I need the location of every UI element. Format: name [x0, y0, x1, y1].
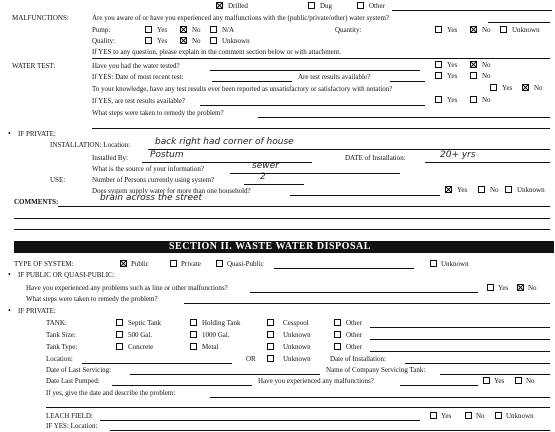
cesspool-label: Cesspool [283, 319, 309, 327]
results-no-label: No [482, 72, 491, 80]
type-of-system-label: TYPE OF SYSTEM: [14, 260, 74, 268]
waste-malf-no-checkbox[interactable] [515, 377, 522, 384]
drilled-checkbox[interactable] [216, 2, 223, 9]
tank-label: TANK: [46, 319, 67, 327]
results-no-checkbox[interactable] [470, 72, 477, 79]
location-value: back right had corner of house [155, 137, 294, 147]
household-yes-label: Yes [457, 186, 468, 194]
installed-by-value: Postum [150, 150, 184, 160]
malfunctions-line [488, 22, 550, 23]
quantity-yes-label: Yes [447, 26, 458, 34]
quantity-label: Quantity: [335, 26, 362, 34]
septic-checkbox[interactable] [116, 319, 123, 326]
drilled-label: Drilled [228, 2, 248, 10]
location-unknown-checkbox[interactable] [267, 355, 274, 362]
remedy-line [258, 117, 550, 118]
bullet: • [8, 306, 11, 315]
size-unknown-checkbox[interactable] [267, 331, 274, 338]
other-line [392, 10, 552, 11]
waste-malfunction-line [400, 385, 478, 386]
results-available-question: Are test results available? [298, 73, 371, 81]
company-line [440, 374, 550, 375]
household-no-label: No [490, 186, 499, 194]
public-problems-yes-label: Yes [498, 284, 509, 292]
unsat-no-label: No [534, 84, 543, 92]
tested-yes-checkbox[interactable] [435, 61, 442, 68]
source-info-label: What is the source of your information? [92, 165, 204, 173]
if-private-waste-heading: IF PRIVATE: [18, 307, 56, 315]
last-servicing-label: Date of Last Servicing: [46, 366, 112, 374]
quantity-no-label: No [482, 26, 491, 34]
describe-problem-label: If yes, give the date and describe the problem: [46, 389, 176, 397]
tank-type-label: Tank Type: [46, 343, 78, 351]
results-yes-checkbox[interactable] [435, 72, 442, 79]
water-tested-line [210, 70, 420, 71]
holding-label: Holding Tank [202, 319, 241, 327]
size-other-checkbox[interactable] [334, 331, 341, 338]
waste-malf-no-label: No [526, 377, 535, 385]
public-problems-line [250, 292, 478, 293]
tank-date-install-label: Date of Installation: [330, 355, 386, 363]
public-remedy-question: What steps were taken to remedy the problem? [26, 295, 158, 303]
quality-unknown-label: Unknown [222, 37, 250, 45]
leach-unknown-label: Unknown [506, 412, 534, 420]
leach-unknown-checkbox[interactable] [495, 412, 502, 419]
other-label: Other [369, 2, 385, 10]
public-remedy-line [184, 303, 550, 304]
source-info-value: sewer [252, 161, 279, 171]
public-problems-yes-checkbox[interactable] [487, 284, 494, 291]
tank-date-install-line [405, 363, 550, 364]
g1000-checkbox[interactable] [190, 331, 197, 338]
quality-label: Quality: [92, 37, 115, 45]
quantity-no-checkbox[interactable] [470, 26, 477, 33]
g1000-label: 1000 Gal. [202, 331, 230, 339]
pump-no-label: No [192, 26, 201, 34]
pump-no-checkbox[interactable] [180, 26, 187, 33]
quasi-public-checkbox[interactable] [216, 260, 223, 267]
metal-checkbox[interactable] [190, 343, 197, 350]
household-unknown-checkbox[interactable] [505, 186, 512, 193]
explain-line [92, 58, 550, 59]
water-test-heading: WATER TEST: [12, 62, 56, 70]
tested-no-checkbox[interactable] [470, 61, 477, 68]
unsat-yes-label: Yes [502, 84, 513, 92]
household-question: Does system supply water for more than one household? [92, 187, 251, 195]
pump-label: Pump: [92, 26, 111, 34]
unsat-yes-checkbox[interactable] [490, 84, 497, 91]
concrete-label: Concrete [128, 343, 154, 351]
holding-checkbox[interactable] [190, 319, 197, 326]
water-tested-question: Have you had the water tested? [92, 62, 180, 70]
quantity-yes-checkbox[interactable] [435, 26, 442, 33]
tank-location-label: Location: [46, 355, 73, 363]
or-label: OR [246, 355, 256, 363]
tank-location-line [82, 363, 232, 364]
describe-problem-line [210, 397, 550, 398]
septic-label: Septic Tank [128, 319, 162, 327]
pump-na-label: N/A [222, 26, 235, 34]
type-line [274, 268, 414, 269]
unsat-no-checkbox[interactable] [522, 84, 529, 91]
public-problems-question: Have you experienced any problems such as line or other malfunctions? [26, 284, 228, 292]
source-info-line [230, 173, 400, 174]
tank-size-label: Tank Size: [46, 331, 76, 339]
size-other-line [370, 339, 550, 340]
persons-label: Number of Persons currently using system? [92, 176, 215, 184]
quality-no-checkbox[interactable] [180, 37, 187, 44]
dug-label: Dug [320, 2, 333, 10]
type-unknown-label: Unknown [441, 260, 469, 268]
bullet: • [8, 129, 11, 138]
type-other-label: Other [346, 343, 362, 351]
type-unknown-tank-checkbox[interactable] [267, 343, 274, 350]
leach-location-line [110, 430, 550, 431]
leach-field-label: LEACH FIELD: [46, 412, 93, 420]
g500-label: 500 Gal. [128, 331, 153, 339]
other-checkbox[interactable] [357, 2, 364, 9]
test-results-line [200, 105, 425, 106]
cesspool-checkbox[interactable] [267, 319, 274, 326]
tested-no-label: No [482, 61, 491, 69]
malfunctions-question: Are you aware of or have you experienced any malfunctions with the (public/private/other) water system? [92, 14, 390, 22]
type-other-line [370, 351, 550, 352]
date-installation-label: DATE of Installation: [345, 154, 406, 162]
pump-na-checkbox[interactable] [210, 26, 217, 33]
persons-line [244, 184, 304, 185]
public-problems-no-checkbox[interactable] [517, 284, 524, 291]
comments-line-2 [14, 218, 550, 219]
malfunctions-explain: If YES to any question, please explain in the comment section below or with attachment. [92, 48, 341, 56]
quality-yes-checkbox[interactable] [145, 37, 152, 44]
household-line [290, 195, 440, 196]
if-private-heading: IF PRIVATE: [18, 130, 56, 138]
avail-no-checkbox[interactable] [470, 96, 477, 103]
recent-test-date-label: If YES: Date of most recent test: [92, 73, 184, 81]
location-line [148, 149, 550, 150]
company-label: Name of Company Servicing Tank: [326, 366, 426, 374]
size-other-label: Other [346, 331, 362, 339]
leach-no-checkbox[interactable] [465, 412, 472, 419]
malfunctions-heading: MALFUNCTIONS: [12, 14, 69, 22]
avail-no-label: No [482, 96, 491, 104]
avail-yes-label: Yes [447, 96, 458, 104]
leach-location-label: IF YES: Location: [46, 422, 98, 430]
type-unknown-tank-label: Unknown [283, 343, 311, 351]
quasi-public-label: Quasi-Public [227, 260, 264, 268]
last-pumped-label: Date Last Pumped: [46, 377, 100, 385]
quantity-unknown-label: Unknown [512, 26, 540, 34]
household-no-checkbox[interactable] [478, 186, 485, 193]
public-label: Public [131, 260, 149, 268]
dug-checkbox[interactable] [308, 2, 315, 9]
metal-label: Metal [202, 343, 219, 351]
remedy-line-2 [92, 128, 550, 129]
tank-other-checkbox[interactable] [334, 319, 341, 326]
comments-line-3 [14, 229, 550, 230]
comments-line [58, 206, 550, 207]
use-label: USE: [50, 176, 66, 184]
private-label: Private [181, 260, 201, 268]
results-yes-label: Yes [447, 72, 458, 80]
quality-yes-label: Yes [157, 37, 168, 45]
public-problems-no-label: No [528, 284, 537, 292]
persons-value: 2 [260, 172, 266, 182]
test-results-available-question: If YES, are test results available? [92, 97, 186, 105]
quantity-unknown-checkbox[interactable] [500, 26, 507, 33]
comments-label: COMMENTS: [14, 198, 59, 206]
date-installation-line [425, 162, 550, 163]
last-pumped-line [112, 385, 252, 386]
private-checkbox[interactable] [170, 260, 177, 267]
installed-by-label: Installed By: [92, 154, 128, 162]
public-checkbox[interactable] [120, 260, 127, 267]
size-unknown-label: Unknown [283, 331, 311, 339]
quality-no-label: No [192, 37, 201, 45]
pump-yes-label: Yes [157, 26, 168, 34]
remedy-question: What steps were taken to remedy the problem? [92, 109, 224, 117]
g500-checkbox[interactable] [116, 331, 123, 338]
tank-other-label: Other [346, 319, 362, 327]
waste-malfunction-question: Have you experienced any malfunctions? [258, 377, 374, 385]
date-installation-value: 20+ yrs [440, 150, 476, 160]
type-unknown-checkbox[interactable] [430, 260, 437, 267]
quality-unknown-checkbox[interactable] [210, 37, 217, 44]
installed-by-line [142, 162, 312, 163]
location-unknown-label: Unknown [283, 355, 311, 363]
leach-yes-checkbox[interactable] [430, 412, 437, 419]
unsatisfactory-question: To your knowledge, have any test results ever been reported as unsatisfactory or satisfactory with notation? [92, 85, 393, 93]
installation-location-label: INSTALLATION: Location: [50, 141, 131, 149]
section-ii-banner [14, 241, 554, 253]
household-yes-checkbox[interactable] [445, 186, 452, 193]
type-other-checkbox[interactable] [334, 343, 341, 350]
waste-malf-yes-checkbox[interactable] [483, 377, 490, 384]
comments-value: brain across the street [100, 193, 203, 203]
recent-test-date-line [212, 81, 292, 82]
avail-yes-checkbox[interactable] [435, 96, 442, 103]
tank-other-line [370, 327, 550, 328]
concrete-checkbox[interactable] [116, 343, 123, 350]
bullet: • [8, 270, 11, 279]
leach-field-line [100, 420, 420, 421]
tested-yes-label: Yes [447, 61, 458, 69]
results-available-line [390, 81, 425, 82]
describe-problem-line-2 [46, 407, 550, 408]
leach-no-label: No [476, 412, 485, 420]
if-public-heading: IF PUBLIC OR QUASI-PUBLIC: [18, 271, 115, 279]
section-ii-title: SECTION II. WASTE WATER DISPOSAL [169, 241, 371, 252]
household-unknown-label: Unknown [517, 186, 545, 194]
pump-yes-checkbox[interactable] [145, 26, 152, 33]
last-servicing-line [130, 374, 320, 375]
leach-yes-label: Yes [441, 412, 452, 420]
waste-malf-yes-label: Yes [494, 377, 505, 385]
